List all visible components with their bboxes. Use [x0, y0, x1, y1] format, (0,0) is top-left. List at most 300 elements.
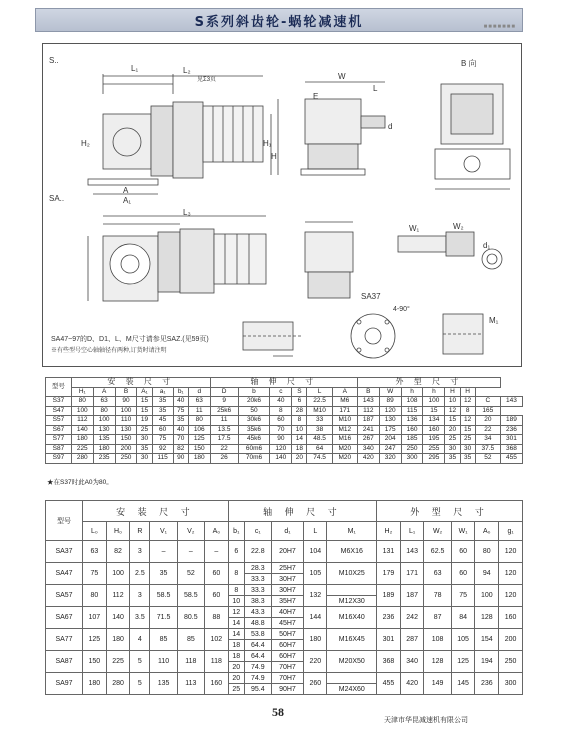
technical-drawing-frame	[42, 43, 522, 367]
table-cell: 140	[106, 607, 130, 629]
dim-w: W	[338, 72, 346, 81]
table-cell: 52	[177, 563, 204, 585]
model-cell: S87	[46, 444, 72, 454]
table1-footnote: ★在S37时此A0为80。	[47, 479, 113, 486]
table-row	[46, 397, 523, 407]
table-cell: 113	[177, 673, 204, 695]
table-cell: 175	[379, 425, 401, 435]
table-row	[46, 406, 523, 416]
table-cell: 35k6	[238, 425, 270, 435]
dim-h: H	[271, 152, 277, 161]
table-cell: 63	[93, 397, 115, 407]
table-cell: 301	[377, 629, 401, 651]
table-cell: M20X50	[327, 651, 377, 673]
model-cell: S57	[46, 416, 72, 426]
table-cell: 80	[475, 541, 499, 563]
table-subcell: 43.3	[250, 608, 265, 616]
table-subcell: 25H7	[279, 564, 296, 572]
table-cell: 75	[451, 585, 475, 607]
group-shaft: 轴 伸 尺 寸	[210, 378, 357, 388]
table-cell: 420	[357, 454, 379, 464]
model-cell: SA97	[46, 673, 83, 695]
sa-side-view	[88, 216, 266, 301]
table-cell: 241	[357, 425, 379, 435]
s-side-view	[88, 74, 263, 194]
table-subcell: 14	[232, 630, 241, 638]
table-cell: 9	[210, 397, 238, 407]
table-cell: 104	[304, 541, 327, 563]
table-cell: 84	[451, 607, 475, 629]
column-header: d	[188, 387, 210, 397]
table-cell: 194	[475, 651, 499, 673]
table-cell: 160	[401, 425, 423, 435]
table-cell: 100	[115, 406, 137, 416]
table-cell: 28	[292, 406, 307, 416]
table-cell: 100	[106, 563, 130, 585]
table-cell: M20	[332, 454, 357, 464]
label-s: S..	[49, 56, 59, 65]
table-cell: 22.5	[307, 397, 332, 407]
table-cell: 30	[137, 435, 152, 445]
table-row	[46, 585, 523, 607]
table-cell: M6	[332, 397, 357, 407]
table-cell: 25	[460, 435, 475, 445]
table-cell: 100	[423, 397, 445, 407]
table-subcell: 45H7	[272, 617, 304, 628]
table-cell: 94	[475, 563, 499, 585]
sa-front-view	[305, 222, 353, 298]
table-cell: 35	[137, 444, 152, 454]
table-cell	[271, 673, 304, 695]
sa-hollow-shaft-view	[398, 232, 502, 269]
table-cell: 187	[400, 585, 424, 607]
table-cell: 225	[106, 651, 130, 673]
banner-decoration: ■■■■■■■	[483, 24, 516, 30]
table-cell: 105	[304, 563, 327, 585]
table-cell: 136	[401, 416, 423, 426]
table-cell	[271, 563, 304, 585]
table-cell: 171	[332, 406, 357, 416]
table-cell: 20	[475, 416, 500, 426]
table-cell: 11	[188, 406, 210, 416]
model-cell: SA87	[46, 651, 83, 673]
model-cell: SA47	[46, 563, 83, 585]
table-cell: 62.5	[424, 541, 451, 563]
table-cell	[244, 585, 271, 607]
table-cell: 280	[71, 454, 93, 464]
table-subcell: M24X60	[327, 683, 376, 694]
table-cell: 10	[292, 425, 307, 435]
table-cell: 100	[93, 416, 115, 426]
table-cell: 180	[304, 629, 327, 651]
table-row	[46, 607, 523, 629]
table-cell: 195	[423, 435, 445, 445]
group-install: 安 装 尺 寸	[71, 378, 210, 388]
table-cell: 90	[115, 397, 137, 407]
table-cell: 25	[137, 425, 152, 435]
column-header: b₁	[173, 387, 188, 397]
table-cell: 5	[130, 673, 150, 695]
table-cell: 63	[424, 563, 451, 585]
table-cell: 255	[423, 444, 445, 454]
table-cell: 11	[210, 416, 238, 426]
table-subcell	[327, 673, 376, 683]
table-cell: 149	[424, 673, 451, 695]
model-cell: S77	[46, 435, 72, 445]
table-cell	[228, 673, 244, 695]
model-cell: S67	[46, 425, 72, 435]
table-cell: 340	[357, 444, 379, 454]
label-angle: 4-90°	[393, 306, 410, 313]
table-cell: 368	[500, 444, 522, 454]
table-cell: M6X16	[327, 541, 377, 563]
table-cell: 102	[204, 629, 228, 651]
table-cell: 112	[357, 406, 379, 416]
column-header: A	[93, 387, 115, 397]
table-cell: 75	[173, 406, 188, 416]
drawing-note-2: ※有些型号空心轴轴径有两种,订货时请注明	[51, 348, 167, 354]
model-cell: S97	[46, 454, 72, 464]
table-cell: 22	[475, 425, 500, 435]
table-cell: 30k6	[238, 416, 270, 426]
table-cell: M10	[332, 416, 357, 426]
table-cell: 135	[93, 435, 115, 445]
table-subcell: 38.3	[245, 595, 271, 606]
table-cell: 2.5	[130, 563, 150, 585]
table-cell	[327, 673, 377, 695]
table-subcell: 12	[232, 608, 241, 616]
table-cell: 300	[401, 454, 423, 464]
column-header: d₁	[271, 522, 304, 541]
table-cell	[244, 563, 271, 585]
column-header: W₁	[451, 522, 475, 541]
table-subcell: 25	[229, 683, 244, 694]
column-header: R	[130, 522, 150, 541]
table-cell: 3.5	[130, 607, 150, 629]
dim-m1: M₁	[489, 316, 499, 325]
table-cell	[271, 651, 304, 673]
table-cell: 52	[475, 454, 500, 464]
table-subcell: 74.9	[250, 674, 265, 682]
table-cell: 140	[71, 425, 93, 435]
table-cell	[228, 651, 244, 673]
table-subcell: 70H7	[279, 674, 296, 682]
table-cell: 70	[173, 435, 188, 445]
page-number: 58	[272, 705, 284, 719]
table-cell: 10	[445, 397, 460, 407]
table-cell: 368	[377, 651, 401, 673]
table-subcell: 60H7	[279, 652, 296, 660]
label-b-view: B 向	[461, 59, 477, 68]
table-cell: 80.5	[177, 607, 204, 629]
table-row	[46, 651, 523, 673]
dim-d: d	[388, 122, 393, 131]
table-cell: 143	[500, 397, 522, 407]
table-cell: 189	[377, 585, 401, 607]
table-cell: 80	[83, 585, 107, 607]
table-subcell: 20	[232, 674, 241, 682]
column-header: a₁	[152, 387, 173, 397]
company-name: 天津市华昆减速机有限公司	[384, 716, 468, 724]
column-header: V₁	[150, 522, 177, 541]
table-cell: 35	[445, 454, 460, 464]
table-cell: M20	[332, 444, 357, 454]
dim-h2: H₂	[81, 139, 90, 148]
table-cell: 6	[292, 397, 307, 407]
table-cell: 120	[379, 406, 401, 416]
sa-series-dimension-table	[45, 500, 523, 695]
table-cell: 100	[475, 585, 499, 607]
table-cell: 82	[106, 541, 130, 563]
table-cell	[271, 607, 304, 629]
table-cell: 145	[451, 673, 475, 695]
dim-e: E	[313, 92, 319, 101]
table-cell: 34	[475, 435, 500, 445]
column-header: A₁	[137, 387, 152, 397]
table-subcell: 20	[229, 661, 244, 672]
dim-l3: L₃	[183, 208, 191, 217]
table-subcell: 30H7	[272, 573, 304, 584]
table-cell: 20H7	[271, 541, 304, 563]
table-cell: 320	[379, 454, 401, 464]
table-subcell: 8	[234, 586, 239, 594]
table-cell: 78	[424, 585, 451, 607]
table-subcell: 70H7	[272, 661, 304, 672]
table-cell: M16	[332, 435, 357, 445]
model-cell: SA77	[46, 629, 83, 651]
table-cell: 125	[188, 435, 210, 445]
table-cell: 132	[304, 585, 327, 607]
table-cell: 35	[460, 454, 475, 464]
s-series-dimension-table	[45, 377, 523, 464]
table-subcell: 50H7	[279, 630, 296, 638]
column-header: L₁	[400, 522, 424, 541]
table-cell: 20	[445, 425, 460, 435]
table-cell: 128	[424, 651, 451, 673]
table-cell: 19	[137, 416, 152, 426]
table-cell: 12	[460, 397, 475, 407]
table-cell: M12	[332, 425, 357, 435]
table-cell: 220	[304, 651, 327, 673]
table-row	[46, 454, 523, 464]
table-cell: 187	[357, 416, 379, 426]
table-cell: 140	[270, 454, 292, 464]
table-cell: 200	[499, 629, 523, 651]
table-cell: 30	[445, 444, 460, 454]
column-header: h	[423, 387, 445, 397]
table-cell: 180	[188, 454, 210, 464]
table-cell: 70m6	[238, 454, 270, 464]
table-cell: 236	[500, 425, 522, 435]
table-cell: 8	[292, 416, 307, 426]
table-cell: 18	[292, 444, 307, 454]
table-row	[46, 416, 523, 426]
table-cell: 287	[400, 629, 424, 651]
table-cell: 455	[500, 454, 522, 464]
table-cell: 17.5	[210, 435, 238, 445]
table-subcell: 64.4	[245, 639, 271, 650]
table-row	[46, 541, 523, 563]
table-cell: 35	[152, 397, 173, 407]
table-cell: 22	[210, 444, 238, 454]
table-cell: 179	[377, 563, 401, 585]
page-banner	[35, 8, 523, 32]
table-subcell: M12X30	[327, 595, 376, 606]
table-cell: 60	[204, 585, 228, 607]
table-cell: 60m6	[238, 444, 270, 454]
table-cell	[244, 651, 271, 673]
table-cell: 250	[115, 454, 137, 464]
table-cell: 115	[152, 454, 173, 464]
column-header: c₁	[244, 522, 271, 541]
dim-w2: W₂	[453, 222, 464, 231]
group-outline: 外 型 尺 寸	[377, 501, 523, 522]
table-cell: 110	[115, 416, 137, 426]
page-title: S系列斜齿轮-蜗轮减速机	[194, 14, 364, 30]
table-cell: 89	[379, 397, 401, 407]
column-header: A₀	[475, 522, 499, 541]
table-cell: 15	[445, 416, 460, 426]
table-cell: 130	[115, 425, 137, 435]
table-cell: 280	[106, 673, 130, 695]
table-subcell: 53.8	[250, 630, 265, 638]
label-sa37: SA37	[361, 292, 381, 301]
table-cell: 250	[499, 651, 523, 673]
model-cell: S37	[46, 397, 72, 407]
column-header: g₁	[499, 522, 523, 541]
table-cell: 25	[445, 435, 460, 445]
table-cell: 143	[357, 397, 379, 407]
table-cell: 130	[379, 416, 401, 426]
table-cell	[271, 585, 304, 607]
model-cell: SA57	[46, 585, 83, 607]
table-cell	[327, 585, 377, 607]
column-header: L	[307, 387, 332, 397]
label-sa: SA..	[49, 194, 65, 203]
table-cell: 455	[377, 673, 401, 695]
column-header: W	[379, 387, 401, 397]
table-cell: 125	[83, 629, 107, 651]
table-cell: 267	[357, 435, 379, 445]
table-cell: 180	[93, 444, 115, 454]
table-cell: 85	[177, 629, 204, 651]
model-cell: SA37	[46, 541, 83, 563]
table-cell: 45k6	[238, 435, 270, 445]
table-cell: M16X45	[327, 629, 377, 651]
dim-l2: L₂	[183, 66, 191, 75]
table-cell: 120	[499, 563, 523, 585]
table-cell: 225	[71, 444, 93, 454]
table-cell: 130	[93, 425, 115, 435]
table-cell: 60	[270, 416, 292, 426]
table-cell: 48.5	[307, 435, 332, 445]
sa37-flange-view	[351, 314, 483, 358]
table-cell: 35	[150, 563, 177, 585]
table-cell: 85	[150, 629, 177, 651]
group-outline: 外 型 尺 寸	[357, 378, 500, 388]
table-cell: 204	[379, 435, 401, 445]
group-shaft: 轴 伸 尺 寸	[228, 501, 376, 522]
table-cell: 185	[401, 435, 423, 445]
column-header: L₀	[83, 522, 107, 541]
table-cell: 301	[500, 435, 522, 445]
table-subcell: 10	[229, 595, 244, 606]
table-cell: 235	[93, 454, 115, 464]
table-cell: 3	[130, 585, 150, 607]
table-cell: M16X40	[327, 607, 377, 629]
table-cell: 37.5	[475, 444, 500, 454]
table-cell: 144	[304, 607, 327, 629]
table-cell: 26	[210, 454, 238, 464]
table-cell: 88	[204, 607, 228, 629]
table-cell: 108	[424, 629, 451, 651]
table-cell: 118	[177, 651, 204, 673]
table-cell	[244, 673, 271, 695]
dim-d1: d₁	[483, 241, 491, 250]
table-cell: 92	[152, 444, 173, 454]
table-cell: 128	[475, 607, 499, 629]
table-cell: 154	[475, 629, 499, 651]
table-cell: 120	[270, 444, 292, 454]
table-cell: 100	[71, 406, 93, 416]
column-header: H₀	[106, 522, 130, 541]
column-header: A₀	[204, 522, 228, 541]
table-subcell: 35H7	[272, 595, 304, 606]
table-cell: 14	[292, 435, 307, 445]
table-cell	[244, 607, 271, 629]
table-cell: 236	[475, 673, 499, 695]
table-cell: 38	[307, 425, 332, 435]
model-cell: SA67	[46, 607, 83, 629]
table-cell: 50	[238, 406, 270, 416]
gearbox-drawings	[43, 44, 521, 366]
column-header: b₁	[228, 522, 244, 541]
table-subcell	[327, 585, 376, 595]
table-cell: 60	[204, 563, 228, 585]
table-cell: 125	[451, 651, 475, 673]
table-cell: 20k6	[238, 397, 270, 407]
table-cell: 131	[377, 541, 401, 563]
table-cell: 295	[423, 454, 445, 464]
table-cell: 171	[400, 563, 424, 585]
table-cell: 6	[228, 541, 244, 563]
table-cell: 35	[152, 406, 173, 416]
table-cell: 90	[270, 435, 292, 445]
column-header: B	[357, 387, 379, 397]
table-cell: 40	[270, 397, 292, 407]
table-cell: 8	[228, 563, 244, 585]
table-cell: 134	[423, 416, 445, 426]
column-header: L	[304, 522, 327, 541]
table-cell: 135	[150, 673, 177, 695]
table-cell: 115	[401, 406, 423, 416]
table-cell: 118	[204, 651, 228, 673]
table-cell: 63	[83, 541, 107, 563]
table-cell: 247	[379, 444, 401, 454]
column-header: H	[460, 387, 475, 397]
table-cell: 20	[292, 454, 307, 464]
table-row	[46, 425, 523, 435]
column-header: H₁	[71, 387, 93, 397]
table-subcell: 64.4	[250, 652, 265, 660]
col-model: 型号	[46, 378, 72, 397]
table-cell: 242	[400, 607, 424, 629]
table-cell: 112	[71, 416, 93, 426]
model-cell: S47	[46, 406, 72, 416]
table-cell: 71.5	[150, 607, 177, 629]
table-cell: 25k6	[210, 406, 238, 416]
table-cell: 35	[173, 416, 188, 426]
